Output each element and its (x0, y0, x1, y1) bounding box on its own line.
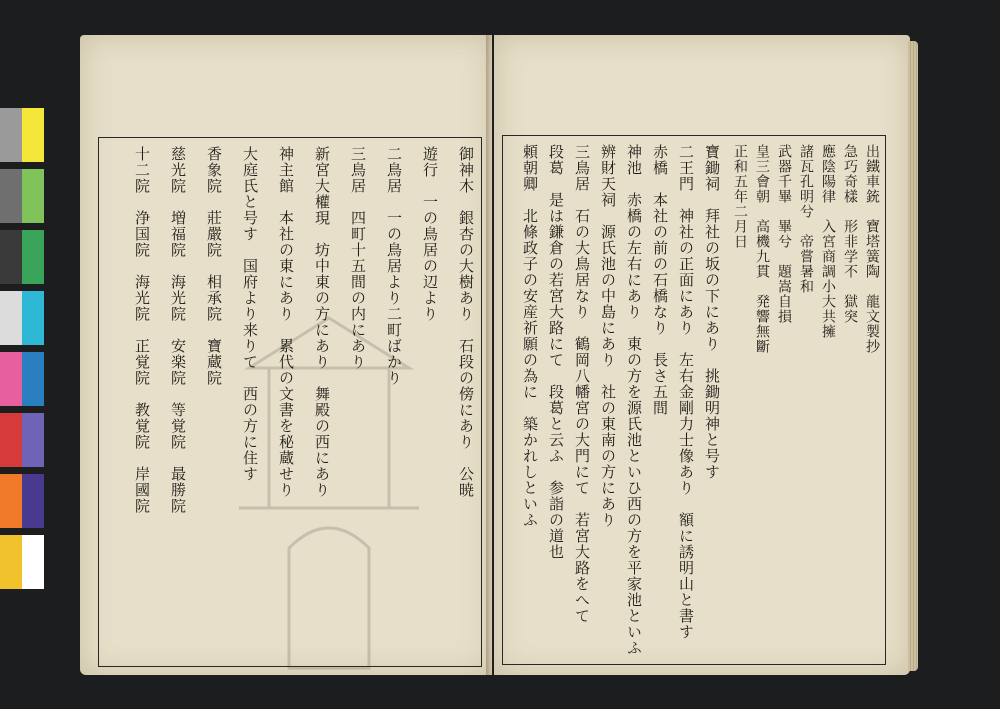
page-edges (908, 41, 918, 671)
color-swatch (22, 230, 44, 284)
text-column: 慈光院 増福院 海光院 安楽院 等覚院 最勝院 (169, 146, 187, 514)
text-column: 神主館 本社の東にあり 累代の文書を秘蔵せり (277, 146, 295, 498)
text-column: 二王門 神社の正面にあり 左右金剛力士像あり 額に誘明山と書す (677, 144, 695, 640)
color-swatch (22, 352, 44, 406)
open-book (80, 35, 910, 675)
text-column: 大庭氏と号す 国府より来りて 西の方に住す (241, 146, 259, 482)
header-poem-line: 諸瓦孔明兮 帝嘗暑和 (798, 144, 814, 294)
text-column: 頼朝卿 北條政子の安産祈願の為に 築かれしといふ (521, 144, 539, 528)
text-column: 三鳥居 四町十五間の内にあり (349, 146, 367, 370)
header-poem-line: 正和五年二月日 (732, 144, 748, 249)
text-column: 香象院 莊嚴院 相承院 寶蔵院 (205, 146, 223, 386)
header-poem-line: 應陰陽律 入宮商調小大共擁 (820, 144, 836, 339)
color-swatch (0, 352, 22, 406)
color-swatch (0, 230, 22, 284)
text-column: 寶鋤祠 拜社の坂の下にあり 挑鋤明神と号す (703, 144, 721, 480)
color-swatch (22, 535, 44, 589)
text-column: 三鳥居 石の大鳥居なり 鶴岡八幡宮の大門にて 若宮大路をへて (573, 144, 591, 624)
color-swatch (0, 291, 22, 345)
color-swatch (22, 413, 44, 467)
header-poem-line: 武器千畢 畢兮 題嵩自損 (776, 144, 792, 324)
text-column: 新宮大權現 坊中東の方にあり 舞殿の西にあり (313, 146, 331, 498)
color-swatch (22, 291, 44, 345)
color-swatch (0, 474, 22, 528)
text-column: 赤橋 本社の前の石橋なり 長さ五間 (651, 144, 669, 416)
text-column: 十二院 浄国院 海光院 正覚院 教覚院 岸國院 (133, 146, 151, 514)
color-swatch (0, 169, 22, 223)
text-column: 遊行 一の鳥居の辺より (421, 146, 439, 322)
text-column: 御神木 銀杏の大樹あり 石段の傍にあり 公暁 (457, 146, 475, 498)
right-page-text-frame (502, 135, 886, 665)
header-poem-line: 急巧奇樣 形非学不 獄突 (842, 144, 858, 324)
header-poem-line: 出鐵車銃 寶塔簧陶 龍文製抄 (864, 144, 880, 354)
right-page (494, 35, 910, 675)
color-swatch (0, 535, 22, 589)
color-calibration-strip (0, 108, 44, 600)
left-page (80, 35, 492, 675)
text-column: 段葛 是は鎌倉の若宮大路にて 段葛と云ふ 参詣の道也 (547, 144, 565, 560)
color-swatch (22, 474, 44, 528)
left-page-text-frame (98, 137, 482, 667)
text-column: 辨財天祠 源氏池の中島にあり 社の東南の方にあり (599, 144, 617, 528)
color-swatch (0, 108, 22, 162)
color-swatch (22, 169, 44, 223)
color-swatch (0, 413, 22, 467)
text-column: 神池 赤橋の左右にあり 東の方を源氏池といひ西の方を平家池といふ (625, 144, 643, 656)
color-swatch (22, 108, 44, 162)
header-poem-line: 皇三會朝 高機九貫 発響無斷 (754, 144, 770, 354)
text-column: 二鳥居 一の鳥居より二町ばかり (385, 146, 403, 386)
